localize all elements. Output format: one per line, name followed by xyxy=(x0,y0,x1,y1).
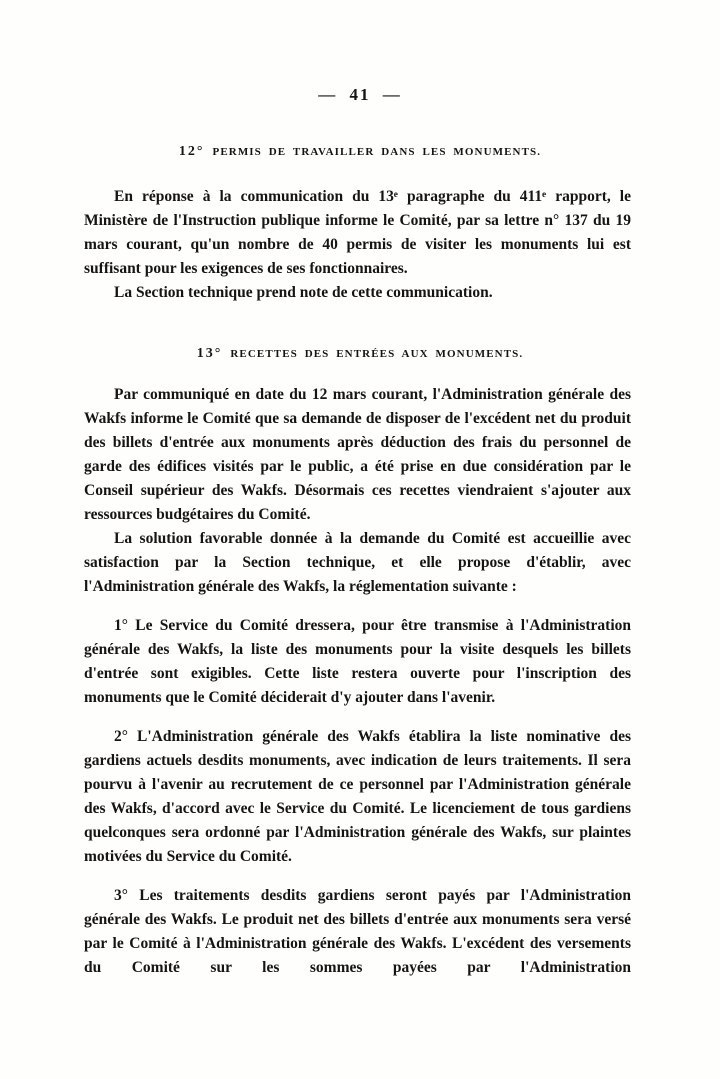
paragraph: La Section technique prend note de cette communication. xyxy=(114,284,493,301)
clause-item: 1° Le Service du Comité dressera, pour être transmise à l'Administration générale des Wakfs, la liste des monuments pour la visite desquels les billets d'entrée sont exigibles. Cette liste restera ouverte pour l'inscription des monuments que le Comité déciderait d'y ajouter dans l'avenir. xyxy=(84,617,631,706)
section-number: 13° xyxy=(196,346,223,361)
clause-item: 2° L'Administration générale des Wakfs établira la liste nominative des gardiens actuels desdits monuments, avec indication de leurs traitements. Il sera pourvu à l'avenir au recrutement de ce personnel par l'Administration générale des Wakfs, d'accord avec le Service du Comité. Le licenciement de tous gardiens quelconques sera ordonné par l'Administration générale des Wakfs, sur plaintes motivées du Service du Comité. xyxy=(84,728,631,865)
section-heading-13 xyxy=(0,343,720,364)
paragraph: La solution favorable donnée à la demande du Comité est accueillie avec satisfaction par la Section technique, et elle propose d'établir, avec l'Administration générale des Wakfs, la réglementation suivante : xyxy=(84,530,631,595)
section-title: PERMIS DE TRAVAILLER DANS LES MONUMENTS. xyxy=(212,146,542,158)
section-number: 12° xyxy=(178,144,205,159)
section-13-body xyxy=(84,383,631,980)
clause-item: 3° Les traitements desdits gardiens seront payés par l'Administration générale des Wakfs. Le produit net des billets d'entrée aux monuments sera versé par le Comité à l'Administration générale des Wakfs. L'excédent des versements du Comité sur les sommes payées par l'Administration xyxy=(84,887,631,976)
paragraph: En réponse à la communication du 13ᵉ paragraphe du 411ᵉ rapport, le Ministère de l'Instruction publique informe le Comité, par sa lettre n° 137 du 19 mars courant, qu'un nombre de 40 permis de visiter les monuments lui est suffisant pour les exigences de ses fonctionnaires. xyxy=(84,188,631,277)
paragraph: Par communiqué en date du 12 mars courant, l'Administration générale des Wakfs informe le Comité que sa demande de disposer de l'excédent net du produit des billets d'entrée aux monuments après déduction des frais du personnel de garde des édifices visités par le public, a été prise en due considération par le Conseil supérieur des Wakfs. Désormais ces recettes viendraient s'ajouter aux ressources budgétaires du Comité. xyxy=(84,386,631,523)
section-heading-12 xyxy=(0,143,720,160)
section-12-body xyxy=(84,185,631,305)
section-title: RECETTES DES ENTRÉES AUX MONUMENTS. xyxy=(230,348,524,360)
page-number: — 41 — xyxy=(318,85,402,104)
